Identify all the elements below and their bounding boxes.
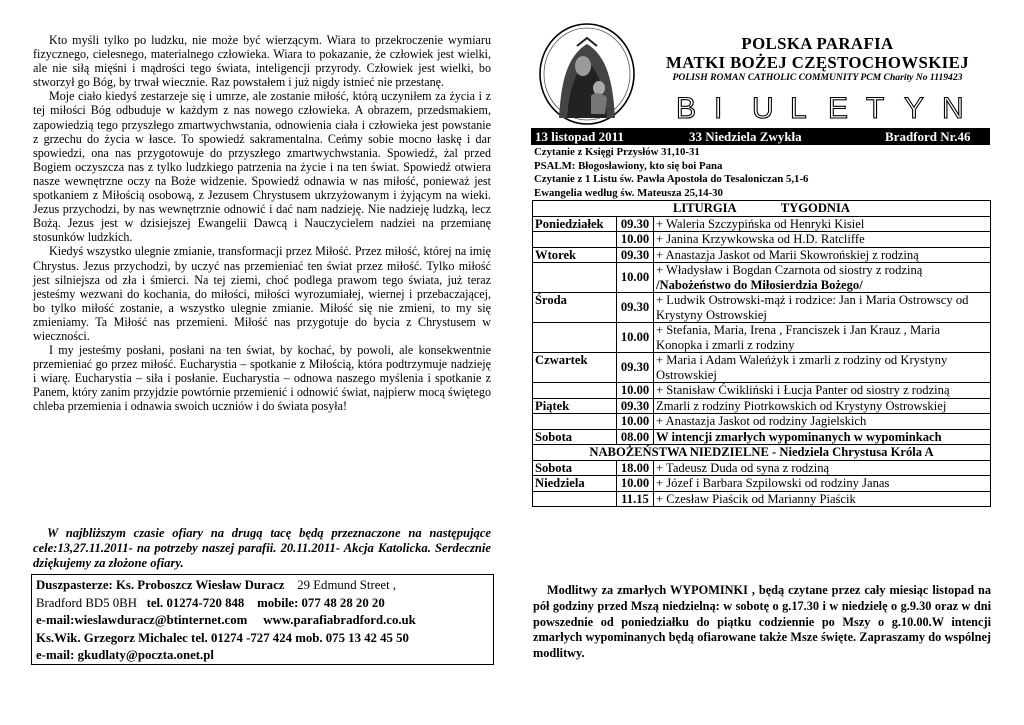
homily-text [33, 33, 491, 414]
vicar-contact: Ks.Wik. Grzegorz Michalec tel. 01274 -727 424 mob. 075 13 42 45 50 [36, 630, 409, 645]
mass-intention: + Józef i Barbara Szpilowski od rodziny Janas [654, 476, 991, 492]
biuletyn-letter: E [828, 92, 849, 124]
charity-subtitle: POLISH ROMAN CATHOLIC COMMUNITY PCM Charity No 1119423 [672, 72, 963, 83]
mass-time: 10.00 [617, 476, 654, 492]
readings [534, 146, 992, 200]
mass-intention: + Władysław i Bogdan Czarnota od siostry z rodziną /Nabożeństwo do Miłosierdzia Bożego/ [654, 263, 991, 293]
vicar-email[interactable]: e-mail: gkudlaty@poczta.onet.pl [36, 648, 214, 663]
mass-intention: + Anastazja Jaskot od rodziny Jagielskich [654, 414, 991, 430]
biuletyn-letter: B [676, 92, 697, 124]
mass-time: 10.00 [617, 323, 654, 353]
mass-row [533, 491, 991, 507]
mass-time: 11.15 [617, 491, 654, 507]
mass-day: Czwartek [533, 353, 617, 383]
offering-appeal: W najbliższym czasie ofiary na drugą tacę będą przeznaczone na następujące cele:13,27.11.2011- na potrzeby naszej parafii. 20.11.2011- Akcja Katolicka. Serdecznie dziękujemy za złożone ofiary. [33, 526, 491, 570]
sunday-services-heading: NABOŻEŃSTWA NIEDZIELNE - Niedziela Chrystusa Króla A [533, 445, 991, 461]
mass-time: 10.00 [617, 383, 654, 399]
phone: tel. 01274-720 848 [146, 595, 245, 610]
mass-row [533, 414, 991, 430]
mass-intention: + Ludwik Ostrowski-mąż i rodzice: Jan i Maria Ostrowscy od Krystyny Ostrowskiej [654, 293, 991, 323]
mass-day [533, 383, 617, 399]
mass-day [533, 232, 617, 248]
issue-number: Bradford Nr.46 [885, 129, 971, 144]
mass-day [533, 263, 617, 293]
postcode: Bradford BD5 0BH [36, 595, 137, 610]
mass-row [533, 247, 991, 263]
reading-line: Czytanie z Księgi Przysłów 31,10-31 [534, 146, 700, 158]
mass-row [533, 476, 991, 492]
mass-row [533, 460, 991, 476]
mass-intention: + Waleria Szczypińska od Henryki Kisiel [654, 216, 991, 232]
contact-line [36, 595, 489, 613]
biuletyn-letter: N [942, 92, 964, 124]
homily-paragraph: Kiedyś wszystko ulegnie zmianie, transformacji przez Miłość. Przez miłość, której na imię Chrystus. Jezus przychodzi, by uczyć nas przemieniać ten świat przez miłość. Tylko miłość jest silniejsza od zła i śmierci. Na tej ziemi, choć podlega prawom tego świata, już teraz jesteśmy wezwani do kochania, do miłości, miłości wyrozumiałej, wiernej i przebaczającej, bo tylko miłość zostanie, a wszystko ulegnie zmianie. Miłość się nie zmieni, to my się zmieniamy. Ta Miłość nas przemieni. Miłość nas przygotuje do bycia z Chrystusem w wieczności. [33, 244, 491, 343]
homily-paragraph: I my jesteśmy posłani, posłani na ten świat, by kochać, by powoli, ale konsekwentnie przemieniać go przez miłość. Eucharystia – spotkanie z Miłością, która podtrzymuje nadzieję i wiarę. Eucharystia – siła i posłanie. Eucharystia – odnowa naszego myślenia i spotkanie z Panem, który zanim przyjdzie powtórnie przemienić i odnowić świat, najpierw mocą świętego chleba przemienia i odnawia swoich uczniów i do świata posyła! [33, 343, 491, 414]
pastors-label: Duszpasterze: Ks. Proboszcz Wiesław Duracz [36, 578, 285, 592]
mass-row [533, 383, 991, 399]
mass-time: 10.00 [617, 232, 654, 248]
mass-time: 09.30 [617, 353, 654, 383]
reading-line: Ewangelia według św. Mateusza 25,14-30 [534, 186, 723, 199]
biuletyn-letter: Y [904, 92, 925, 124]
mass-day [533, 323, 617, 353]
contact-box [31, 574, 494, 665]
mass-time: 18.00 [617, 460, 654, 476]
mass-day: Poniedziałek [533, 216, 617, 232]
mass-row [533, 232, 991, 248]
mass-row [533, 398, 991, 414]
mass-intention: + Janina Krzywkowska od H.D. Ratcliffe [654, 232, 991, 248]
homily-paragraph: Kto myśli tylko po ludzku, nie może być wierzącym. Wiara to przekroczenie wymiaru fizycznego, cielesnego, materialnego człowieka. Wiara to pokazanie, że człowiek jest wielki, ale nie siłą mięśni i mądrości tego świata, inteligencji przyrody. Człowiek jest wielki, bo stworzył go Bóg, by trwał wiecznie. Raz powstałem i już nigdy istnieć nie przestanę. [33, 33, 491, 90]
mass-intention: + Maria i Adam Waleńżyk i zmarli z rodziny od Krystyny Ostrowskiej [654, 353, 991, 383]
mass-day: Wtorek [533, 247, 617, 263]
mass-time: 09.30 [617, 398, 654, 414]
mass-day: Sobota [533, 460, 617, 476]
bulletin-date: 13 listopad 2011 [535, 129, 624, 144]
parish-name: MATKI BOŻEJ CZĘSTOCHOWSKIEJ [666, 53, 969, 72]
biuletyn-letter: L [790, 92, 807, 124]
mass-day: Środa [533, 293, 617, 323]
mobile: mobile: 077 48 28 20 20 [257, 595, 385, 610]
madonna-icon [537, 22, 637, 126]
mass-row [533, 353, 991, 383]
mass-row [533, 263, 991, 293]
biuletyn-letter: U [752, 92, 774, 124]
biuletyn-title [668, 88, 968, 124]
mass-day [533, 491, 617, 507]
mass-intention: + Stanisław Ćwikliński i Łucja Panter od siostry z rodziną [654, 383, 991, 399]
memorial-notice: Modlitwy za zmarłych WYPOMINKI , będą czytane przez cały miesiąc listopad na pół godziny przed Mszą niedzielną: w sobotę o g.17.30 i w niedzielę o g.9.30 oraz w dni powszednie od poniedziałku do piątku codziennie po Mszy o g.10.00.W intencji zmarłych wypominanych będą ofiarowane także Msze święte. Zapraszamy do wspólnej modlitwy. [533, 583, 991, 661]
mass-row [533, 293, 991, 323]
sunday-name: 33 Niedziela Zwykła [689, 129, 802, 144]
email-link[interactable]: e-mail:wieslawduracz@btinternet.com [36, 613, 248, 628]
parish-title: POLSKA PARAFIA [741, 34, 894, 53]
mass-intention: + Stefania, Maria, Irena , Franciszek i Jan Krauz , Maria Konopka i zmarli z rodziny [654, 323, 991, 353]
mass-row [533, 216, 991, 232]
contact-line [36, 612, 489, 630]
mass-day: Niedziela [533, 476, 617, 492]
mass-time: 09.30 [617, 293, 654, 323]
mass-time: 09.30 [617, 247, 654, 263]
parish-header [640, 34, 995, 84]
mass-time: 09.30 [617, 216, 654, 232]
mass-row [533, 429, 991, 445]
mass-time: 10.00 [617, 263, 654, 293]
address: 29 Edmund Street , [297, 578, 397, 592]
mass-time: 08.00 [617, 429, 654, 445]
liturgy-table [532, 200, 991, 507]
date-bar [531, 128, 990, 145]
mass-row [533, 323, 991, 353]
mass-intention: + Tadeusz Duda od syna z rodziną [654, 460, 991, 476]
homily-paragraph: Moje ciało kiedyś zestarzeje się i umrze, ale zostanie miłość, którą uczyniłem za życia i z tej miłości Bóg odbuduje w każdym z nas nowego człowieka. A obrazem, przedsmakiem, zapowiedzią tego przyszłego zmartwychwstania, odnowienia ciała i człowieka jest powstanie z grzechu do życia w łasce. To spowiedź sakramentalna. Ceńmy sobie mocno łaskę i dar spowiedzi, ona nas przygotowuje do przyszłego zmartwychwstania. Spowiedź, żal przed Bogiem oczyszcza nas z tylko ludzkiego patrzenia na życie i na ten świat. Spowiedź otwiera nasze wewnętrzne oczy na Boże widzenie. Spowiedź odnawia w nas miłość, ponieważ jest spotkaniem z Miłością osobową, z Jezusem Chrystusem ukrzyżowanym i żyjącym na wieki. Jezus przychodzi, by nas wewnętrznie odnowić i dać nam nadzieję. Nie nadzieję ludzką, lecz Bożą. Jezus jest w dzisiejszej Ewangelii Dawcą i Nauczycielem nadziei na przemianę stosunków ludzkich. [33, 89, 491, 245]
biuletyn-letter: I [714, 92, 723, 124]
contact-line [36, 577, 489, 595]
mass-intention: + Anastazja Jaskot od Marii Skowrońskiej z rodziną [654, 247, 991, 263]
mass-intention: + Czesław Piaścik od Marianny Piaścik [654, 491, 991, 507]
biuletyn-letter: T [866, 92, 885, 124]
website-link[interactable]: www.parafiabradford.co.uk [263, 613, 416, 628]
mass-time: 10.00 [617, 414, 654, 430]
reading-line: PSALM: Błogosławiony, kto się boi Pana [534, 159, 723, 172]
mass-day [533, 414, 617, 430]
mass-intention: W intencji zmarłych wypominanych w wypominkach [654, 429, 991, 445]
reading-line: Czytanie z 1 Listu św. Pawła Apostoła do Tesaloniczan 5,1-6 [534, 173, 809, 185]
mass-intention: Zmarli z rodziny Piotrkowskich od Krystyny Ostrowskiej [654, 398, 991, 414]
liturgy-heading: LITURGIA TYGODNIA [533, 201, 991, 217]
mass-day: Sobota [533, 429, 617, 445]
mass-day: Piątek [533, 398, 617, 414]
